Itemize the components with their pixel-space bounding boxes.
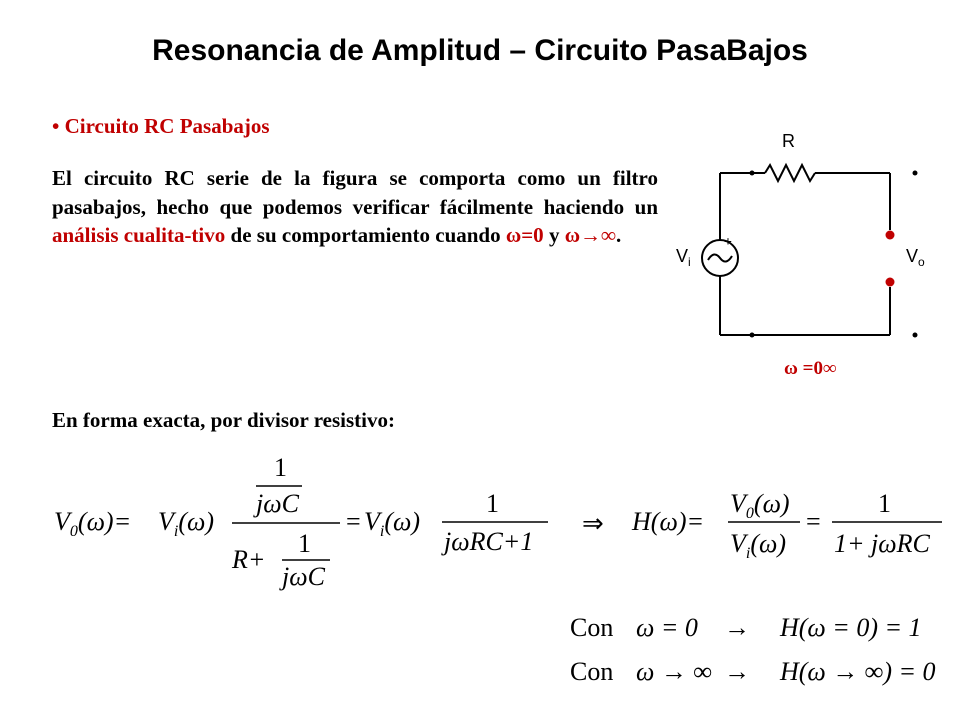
- plus-sign: +: [724, 235, 732, 250]
- frac-num-3: 1: [486, 489, 499, 518]
- result-1: H(ω = 0) = 1: [780, 613, 922, 642]
- vo-label: $V_o$: [906, 246, 925, 269]
- result-2: H(ω → ∞) = 0: [780, 657, 936, 686]
- con-1: Con: [570, 613, 614, 642]
- frac-den-3: jωRC+1: [444, 527, 534, 556]
- cond-2: ω → ∞: [636, 657, 712, 686]
- omega-inf: ω→∞: [564, 223, 617, 247]
- eq-equals: =: [346, 507, 361, 536]
- omega-zero: ω=0: [505, 223, 544, 247]
- eq-v0: $V_0(\omega)=$: [54, 507, 132, 540]
- cond-1: ω = 0: [636, 613, 698, 642]
- rc-circuit-diagram: [660, 120, 960, 390]
- omega-condition-label: ω =0∞: [784, 358, 837, 379]
- resistor-label: R: [782, 131, 795, 151]
- implies-arrow: ⇒: [582, 509, 604, 538]
- resistor-symbol: [765, 165, 815, 181]
- arrow-1: →: [724, 613, 750, 642]
- frac-den-jwc-2: jωC: [282, 562, 325, 591]
- equations-block: [0, 440, 960, 720]
- frac-num-2: 1: [298, 529, 311, 558]
- eq-h: H(ω)=: [632, 507, 705, 536]
- h-den: $V_i(\omega)$: [730, 529, 787, 562]
- frac-num-1: 1: [274, 453, 287, 482]
- h-equals: =: [806, 507, 821, 536]
- vi-label: $V_i$: [676, 246, 691, 269]
- capacitor-terminal-top: [886, 231, 895, 240]
- description-paragraph: [52, 164, 658, 250]
- frac-den-jwc: jωC: [256, 489, 299, 518]
- bullet-heading: • Circuito RC Pasabajos: [52, 114, 270, 138]
- slide-title: Resonancia de Amplitud – Circuito PasaBajos: [152, 34, 808, 67]
- node-dot: [913, 171, 918, 176]
- sine-wave-icon: [708, 254, 732, 261]
- h-frac-den: 1+ jωRC: [834, 529, 930, 558]
- para-y: y: [543, 223, 565, 247]
- frac-r-plus: R+: [232, 545, 266, 574]
- node-dot: [750, 333, 755, 338]
- arrow-2: →: [724, 657, 750, 686]
- h-frac-num: 1: [878, 489, 891, 518]
- h-num: $V_0(\omega)$: [730, 489, 790, 522]
- node-dot: [913, 333, 918, 338]
- para-text-2: de su comportamiento cuando: [225, 223, 506, 247]
- para-end: .: [616, 223, 622, 247]
- para-text-1: El circuito RC serie de la figura se comporta como un filtro pasabajos, hecho que podemos verificar fácilmente haciendo un: [52, 166, 658, 219]
- eq-vi-1: $V_i(\omega)$: [158, 507, 215, 540]
- capacitor-terminal-bottom: [886, 278, 895, 287]
- eq-vi-2: $V_i(\omega)$: [364, 507, 421, 540]
- para-highlight: análisis cualita-tivo: [52, 223, 226, 247]
- node-dot: [750, 171, 755, 176]
- exact-label: En forma exacta, por divisor resistivo:: [52, 408, 395, 432]
- con-2: Con: [570, 657, 614, 686]
